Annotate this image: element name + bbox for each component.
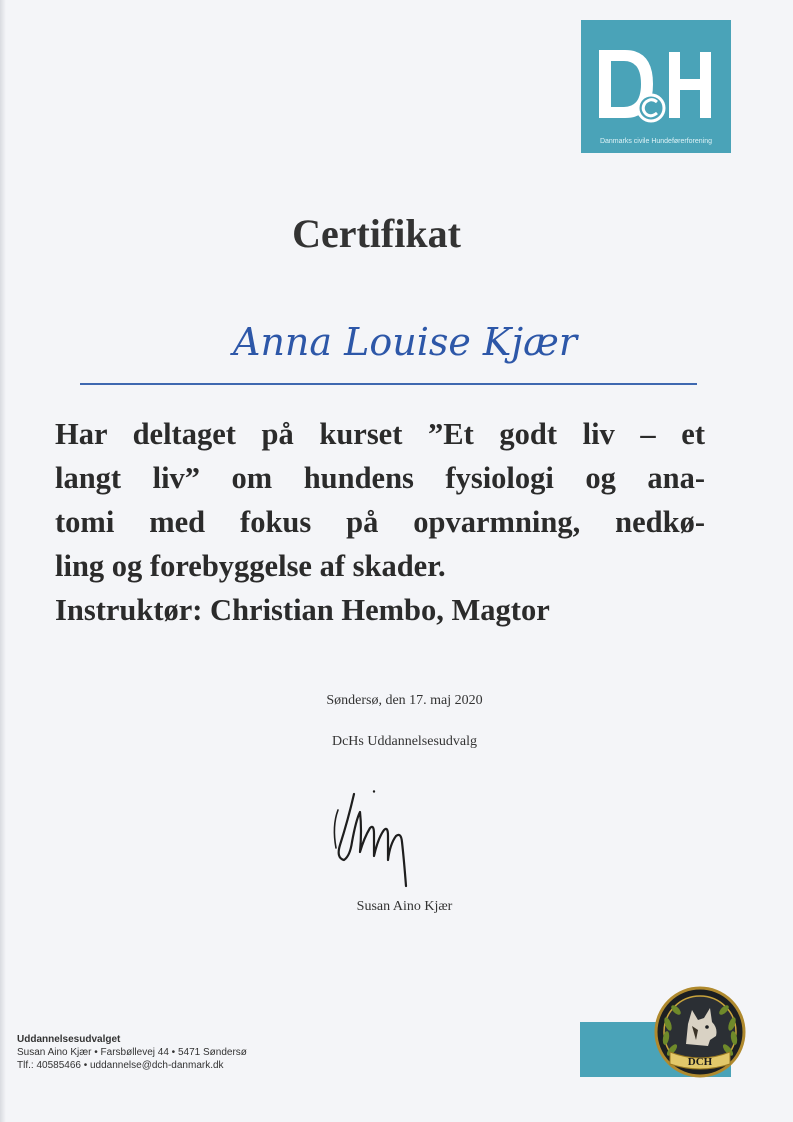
body-line: tomi med fokus på opvarmning, nedkø-: [55, 505, 705, 539]
body-line: ling og forebyggelse af skader.: [55, 549, 446, 583]
body-line: langt liv” om hundens fysiologi og ana-: [55, 461, 705, 495]
emblem-text: DCH: [687, 1056, 713, 1068]
dch-logo-mark: [581, 20, 731, 153]
dch-logo: [581, 20, 731, 153]
logo-tagline: Danmarks civile Hundeførerforening: [599, 138, 713, 145]
footer-contact-line: Tlf.: 40585466 • uddannelse@dch-danmark.dk: [17, 1060, 224, 1071]
recipient-name: Anna Louise Kjær: [233, 320, 577, 364]
footer-contact: [17, 1033, 247, 1072]
body-line: Har deltaget på kurset ”Et godt liv – et: [55, 417, 705, 451]
signature: [326, 790, 436, 890]
instructor-line: Instruktør: Christian Hembo, Magtor: [55, 593, 550, 627]
footer-address: Susan Aino Kjær • Farsbøllevej 44 • 5471 Søndersø: [17, 1047, 247, 1058]
certificate-title: Certifikat: [292, 211, 461, 256]
course-description: [55, 412, 705, 632]
place-date: Søndersø, den 17. maj 2020: [326, 693, 483, 708]
footer-title: Uddannelsesudvalget: [17, 1034, 121, 1045]
signer-name: Susan Aino Kjær: [356, 899, 453, 914]
name-underline: [80, 383, 697, 385]
committee-name: DcHs Uddannelsesudvalg: [331, 734, 478, 749]
page-edge: [0, 0, 6, 1122]
dch-emblem-icon: [652, 984, 748, 1080]
